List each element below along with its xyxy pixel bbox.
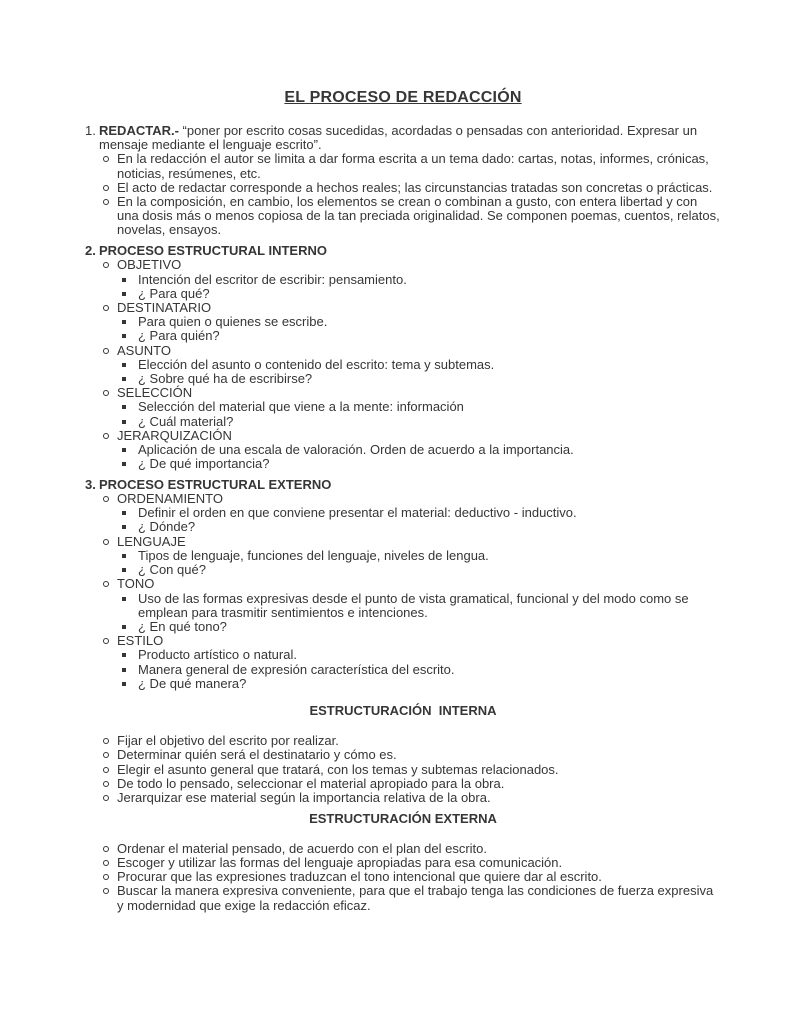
section-lead-bold: PROCESO ESTRUCTURAL EXTERNO <box>99 476 332 492</box>
section-items <box>85 734 721 805</box>
list-item <box>85 315 721 329</box>
list-item <box>85 677 721 691</box>
square-bullet-icon <box>122 525 126 529</box>
list-item <box>85 870 721 884</box>
square-bullet-icon <box>122 462 126 466</box>
list-item <box>85 443 721 457</box>
square-bullet-icon <box>122 405 126 409</box>
circle-bullet-icon <box>103 846 109 852</box>
circle-bullet-icon <box>103 199 109 205</box>
list-item <box>85 842 721 856</box>
circle-bullet-icon <box>103 638 109 644</box>
list-item <box>85 563 721 577</box>
section-number: 3. <box>85 476 96 492</box>
list-item-text: ¿ Para quién? <box>138 328 220 344</box>
list-item <box>85 273 721 287</box>
list-item-text: ¿ Cuál material? <box>138 413 234 429</box>
list-item-text: Producto artístico o natural. <box>138 647 297 663</box>
list-item <box>85 648 721 662</box>
section-items <box>85 152 721 237</box>
list-item-text: OBJETIVO <box>117 257 182 273</box>
list-item <box>85 457 721 471</box>
list-item <box>85 748 721 762</box>
section-heading-text <box>99 477 331 492</box>
square-bullet-icon <box>122 334 126 338</box>
list-item <box>85 577 721 591</box>
list-item-text: ¿ Para qué? <box>138 285 210 301</box>
circle-bullet-icon <box>103 767 109 773</box>
list-item <box>85 549 721 563</box>
list-item-text: ESTILO <box>117 633 164 649</box>
square-bullet-icon <box>122 363 126 367</box>
square-bullet-icon <box>122 597 126 601</box>
list-item <box>85 181 721 195</box>
list-item-text: Determinar quién será el destinatario y cómo es. <box>117 747 397 763</box>
list-item <box>85 287 721 301</box>
circle-bullet-icon <box>103 262 109 268</box>
section-heading-text <box>99 123 697 152</box>
square-bullet-icon <box>122 377 126 381</box>
list-item <box>85 258 721 272</box>
list-item-text: ¿ En qué tono? <box>138 618 227 634</box>
list-item-text: De todo lo pensado, seleccionar el material apropiado para la obra. <box>117 775 505 791</box>
list-item-text: Jerarquizar ese material según la importancia relativa de la obra. <box>117 789 491 805</box>
section-heading-line <box>85 124 721 152</box>
list-item <box>85 372 721 386</box>
list-item <box>85 634 721 648</box>
list-item <box>85 592 721 620</box>
list-item <box>85 884 721 912</box>
list-item <box>85 520 721 534</box>
list-item <box>85 415 721 429</box>
list-item-text: ¿ Dónde? <box>138 519 196 535</box>
square-bullet-icon <box>122 448 126 452</box>
list-item-text: JERARQUIZACIÓN <box>117 427 232 443</box>
numbered-section <box>85 478 721 691</box>
list-item <box>85 358 721 372</box>
list-item-text: Manera general de expresión característica del escrito. <box>138 661 455 677</box>
circle-bullet-icon <box>103 781 109 787</box>
numbered-section <box>85 124 721 238</box>
list-item <box>85 663 721 677</box>
circle-bullet-icon <box>103 874 109 880</box>
section-items <box>85 492 721 691</box>
list-item <box>85 344 721 358</box>
list-item-text: ¿ De qué manera? <box>138 675 247 691</box>
circle-bullet-icon <box>103 752 109 758</box>
list-item <box>85 791 721 805</box>
square-bullet-icon <box>122 568 126 572</box>
section-heading-text <box>99 243 327 258</box>
list-item <box>85 386 721 400</box>
circle-bullet-icon <box>103 738 109 744</box>
square-bullet-icon <box>122 292 126 296</box>
list-item <box>85 152 721 180</box>
section-items <box>85 258 721 471</box>
list-item <box>85 535 721 549</box>
section-heading-line <box>85 478 721 492</box>
list-item-text: Aplicación de una escala de valoración. Orden de acuerdo a la importancia. <box>138 441 574 457</box>
square-bullet-icon <box>122 682 126 686</box>
list-item-text: SELECCIÓN <box>117 385 193 401</box>
list-item-text: Definir el orden en que conviene presentar el material: deductivo - inductivo. <box>138 505 577 521</box>
list-item <box>85 429 721 443</box>
section-lead-bold: PROCESO ESTRUCTURAL INTERNO <box>99 243 327 259</box>
square-bullet-icon <box>122 668 126 672</box>
centered-section-heading: ESTRUCTURACIÓN INTERNA <box>309 702 497 718</box>
section-number: 1. <box>85 123 96 138</box>
circle-bullet-icon <box>103 888 109 894</box>
list-item <box>85 400 721 414</box>
centered-section <box>85 812 721 913</box>
square-bullet-icon <box>122 653 126 657</box>
section-lead-bold: REDACTAR.- <box>99 123 179 138</box>
circle-bullet-icon <box>103 539 109 545</box>
list-item-text: ¿ Sobre qué ha de escribirse? <box>138 370 313 386</box>
circle-bullet-icon <box>103 581 109 587</box>
list-item-text: Tipos de lenguaje, funciones del lenguaje, niveles de lengua. <box>138 547 489 563</box>
section-number: 2. <box>85 243 96 259</box>
circle-bullet-icon <box>103 156 109 162</box>
list-item <box>85 734 721 748</box>
list-item-text: Procurar que las expresiones traduzcan el tono intencional que quiere dar al escrito. <box>117 869 602 885</box>
list-item-text: Ordenar el material pensado, de acuerdo con el plan del escrito. <box>117 840 487 856</box>
list-item-text: ¿ De qué importancia? <box>138 456 270 472</box>
centered-section-heading: ESTRUCTURACIÓN EXTERNA <box>309 810 497 826</box>
list-item-text: Buscar la manera expresiva conveniente, para que el trabajo tenga las condiciones de fuerza expresiva y modernidad que exige la redacción eficaz. <box>117 883 714 913</box>
section-items <box>85 842 721 913</box>
list-item-text: ¿ Con qué? <box>138 562 206 578</box>
section-lead-rest: “poner por escrito cosas sucedidas, acordadas o pensadas con anterioridad. Expresar un mensaje mediante el lenguaje escrito”. <box>99 123 698 153</box>
list-item <box>85 492 721 506</box>
circle-bullet-icon <box>103 860 109 866</box>
list-item <box>85 195 721 238</box>
list-item <box>85 856 721 870</box>
list-item-text: Elección del asunto o contenido del escrito: tema y subtemas. <box>138 356 495 372</box>
centered-section <box>85 704 721 805</box>
circle-bullet-icon <box>103 305 109 311</box>
circle-bullet-icon <box>103 496 109 502</box>
list-item-text: Fijar el objetivo del escrito por realizar. <box>117 733 339 749</box>
list-item-text: Intención del escritor de escribir: pensamiento. <box>138 271 407 287</box>
circle-bullet-icon <box>103 185 109 191</box>
list-item-text: Escoger y utilizar las formas del lenguaje apropiadas para esa comunicación. <box>117 855 563 871</box>
list-item-text: TONO <box>117 576 155 592</box>
square-bullet-icon <box>122 320 126 324</box>
section-heading-line <box>85 244 721 258</box>
document-title: EL PROCESO DE REDACCIÓN <box>284 89 522 106</box>
list-item-text: Uso de las formas expresivas desde el punto de vista gramatical, funcional y del modo como se emplean para trasmitir sentimientos e intenciones. <box>138 590 689 620</box>
square-bullet-icon <box>122 554 126 558</box>
list-item-text: ORDENAMIENTO <box>117 491 223 507</box>
square-bullet-icon <box>122 278 126 282</box>
list-item-text: En la composición, en cambio, los elementos se crean o combinan a gusto, con entera libertad y con una dosis más o menos copiosa de la tan preciada originalidad. Se componen poemas, cuentos, relatos, novelas, ensayos. <box>117 194 720 238</box>
list-item-text: DESTINATARIO <box>117 299 212 315</box>
list-item-text: Selección del material que viene a la mente: información <box>138 399 464 415</box>
list-item-text: Para quien o quienes se escribe. <box>138 314 328 330</box>
title-row <box>85 88 721 107</box>
circle-bullet-icon <box>103 390 109 396</box>
list-item <box>85 763 721 777</box>
list-item-text: ASUNTO <box>117 342 171 358</box>
list-item-text: En la redacción el autor se limita a dar forma escrita a un tema dado: cartas, notas, informes, crónicas, noticias, resúmenes, etc. <box>117 151 709 181</box>
list-item <box>85 329 721 343</box>
circle-bullet-icon <box>103 348 109 354</box>
list-item <box>85 301 721 315</box>
circle-bullet-icon <box>103 433 109 439</box>
square-bullet-icon <box>122 511 126 515</box>
square-bullet-icon <box>122 420 126 424</box>
square-bullet-icon <box>122 625 126 629</box>
document-body <box>85 124 721 913</box>
list-item-text: El acto de redactar corresponde a hechos reales; las circunstancias tratadas son concretas o prácticas. <box>117 179 713 195</box>
list-item <box>85 506 721 520</box>
list-item-text: LENGUAJE <box>117 533 186 549</box>
numbered-section <box>85 244 721 471</box>
list-item <box>85 620 721 634</box>
circle-bullet-icon <box>103 795 109 801</box>
list-item-text: Elegir el asunto general que tratará, con los temas y subtemas relacionados. <box>117 761 559 777</box>
list-item <box>85 777 721 791</box>
